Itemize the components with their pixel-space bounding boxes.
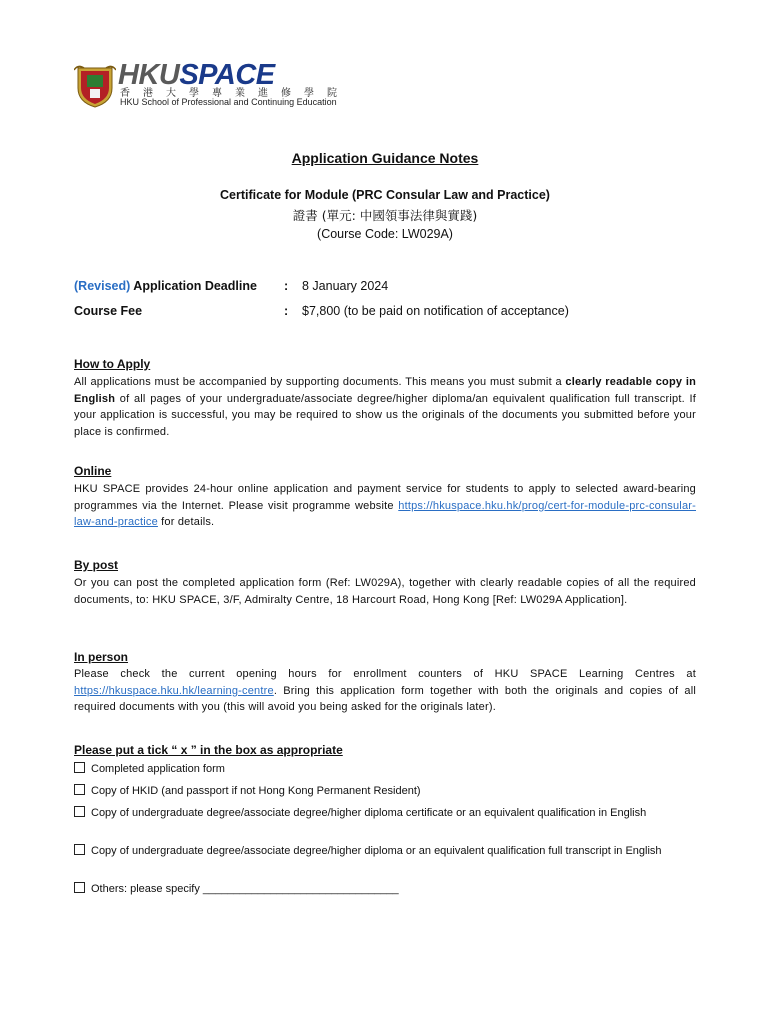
logo-chinese-name: 香港大學專業進修學院 — [120, 88, 350, 99]
course-code: (Course Code: LW029A) — [317, 227, 453, 241]
checkbox[interactable] — [74, 762, 85, 773]
learning-centre-link[interactable]: https://hkuspace.hku.hk/learning-centre — [74, 684, 274, 697]
deadline-label: (Revised) Application Deadline — [74, 279, 257, 293]
hkuspace-logo — [74, 60, 354, 110]
in-person-heading: In person — [74, 650, 129, 664]
checklist-item: Completed application form — [74, 761, 696, 778]
deadline-colon: : — [284, 279, 289, 293]
hku-crest-icon — [74, 62, 116, 108]
how-to-apply-text: All applications must be accompanied by supporting documents. This means you must submit a clearly readable copy in English of all pages of your undergraduate/associate degree/higher diploma/an equivalent qualification full transcript. If your application is successful, you may be required to show us the originals of the documents you submitted before your place is confirmed. — [74, 376, 696, 438]
online-heading: Online — [74, 464, 112, 478]
checklist-item: Copy of HKID (and passport if not Hong Kong Permanent Resident) — [74, 783, 696, 800]
checklist-item: Copy of undergraduate degree/associate degree/higher diploma certificate or an equivalent qualification in English — [74, 805, 696, 822]
programme-website-link[interactable]: https://hkuspace.hku.hk/prog/cert-for-module-prc-consular-law-and-practice — [74, 499, 696, 528]
by-post-heading: By post — [74, 558, 119, 572]
checkbox[interactable] — [74, 882, 85, 893]
page-title: Application Guidance Notes — [291, 150, 479, 166]
logo-english-name: HKU School of Professional and Continuing Education — [120, 97, 337, 107]
fee-colon: : — [284, 304, 289, 318]
how-to-apply-heading: How to Apply — [74, 357, 151, 371]
checklist-heading: Please put a tick “ x ” in the box as appropriate — [74, 743, 343, 757]
by-post-text: Or you can post the completed application form (Ref: LW029A), together with clearly readable copies of all the required documents, to: HKU SPACE, 3/F, Admiralty Centre, 18 Harcourt Road, Hong Kong [Ref: LW029A Application]. — [74, 577, 696, 606]
in-person-text: Please check the current opening hours for enrollment counters of HKU SPACE Learning Centres at https://hkuspace.hku.hk/learning-centre. Bring this application form together with both the originals and copies of all required documents with you (this will avoid you being asked for the originals later). — [74, 668, 696, 713]
revised-tag: (Revised) — [74, 279, 131, 293]
online-text: HKU SPACE provides 24-hour online application and payment service for students to apply to selected award-bearing programmes via the Internet. Please visit programme website https://hkuspace.hku.hk/prog/cert-for-module-prc-consular-law-and-practice for details. — [74, 483, 696, 528]
checkbox[interactable] — [74, 806, 85, 817]
fee-label: Course Fee — [74, 304, 143, 318]
checkbox[interactable] — [74, 844, 85, 855]
deadline-value: 8 January 2024 — [302, 279, 389, 293]
course-title: Certificate for Module (PRC Consular Law and Practice) — [220, 188, 550, 202]
fee-value: $7,800 (to be paid on notification of acceptance) — [302, 304, 569, 318]
checkbox[interactable] — [74, 784, 85, 795]
course-title-chinese: 證書 (單元: 中國領事法律與實踐) — [292, 208, 478, 223]
checklist-item: Others: please specify ________________________________ — [74, 881, 696, 898]
logo-wordmark: HKUSPACE — [118, 59, 275, 91]
checklist-item: Copy of undergraduate degree/associate degree/higher diploma or an equivalent qualification full transcript in English — [74, 843, 696, 860]
